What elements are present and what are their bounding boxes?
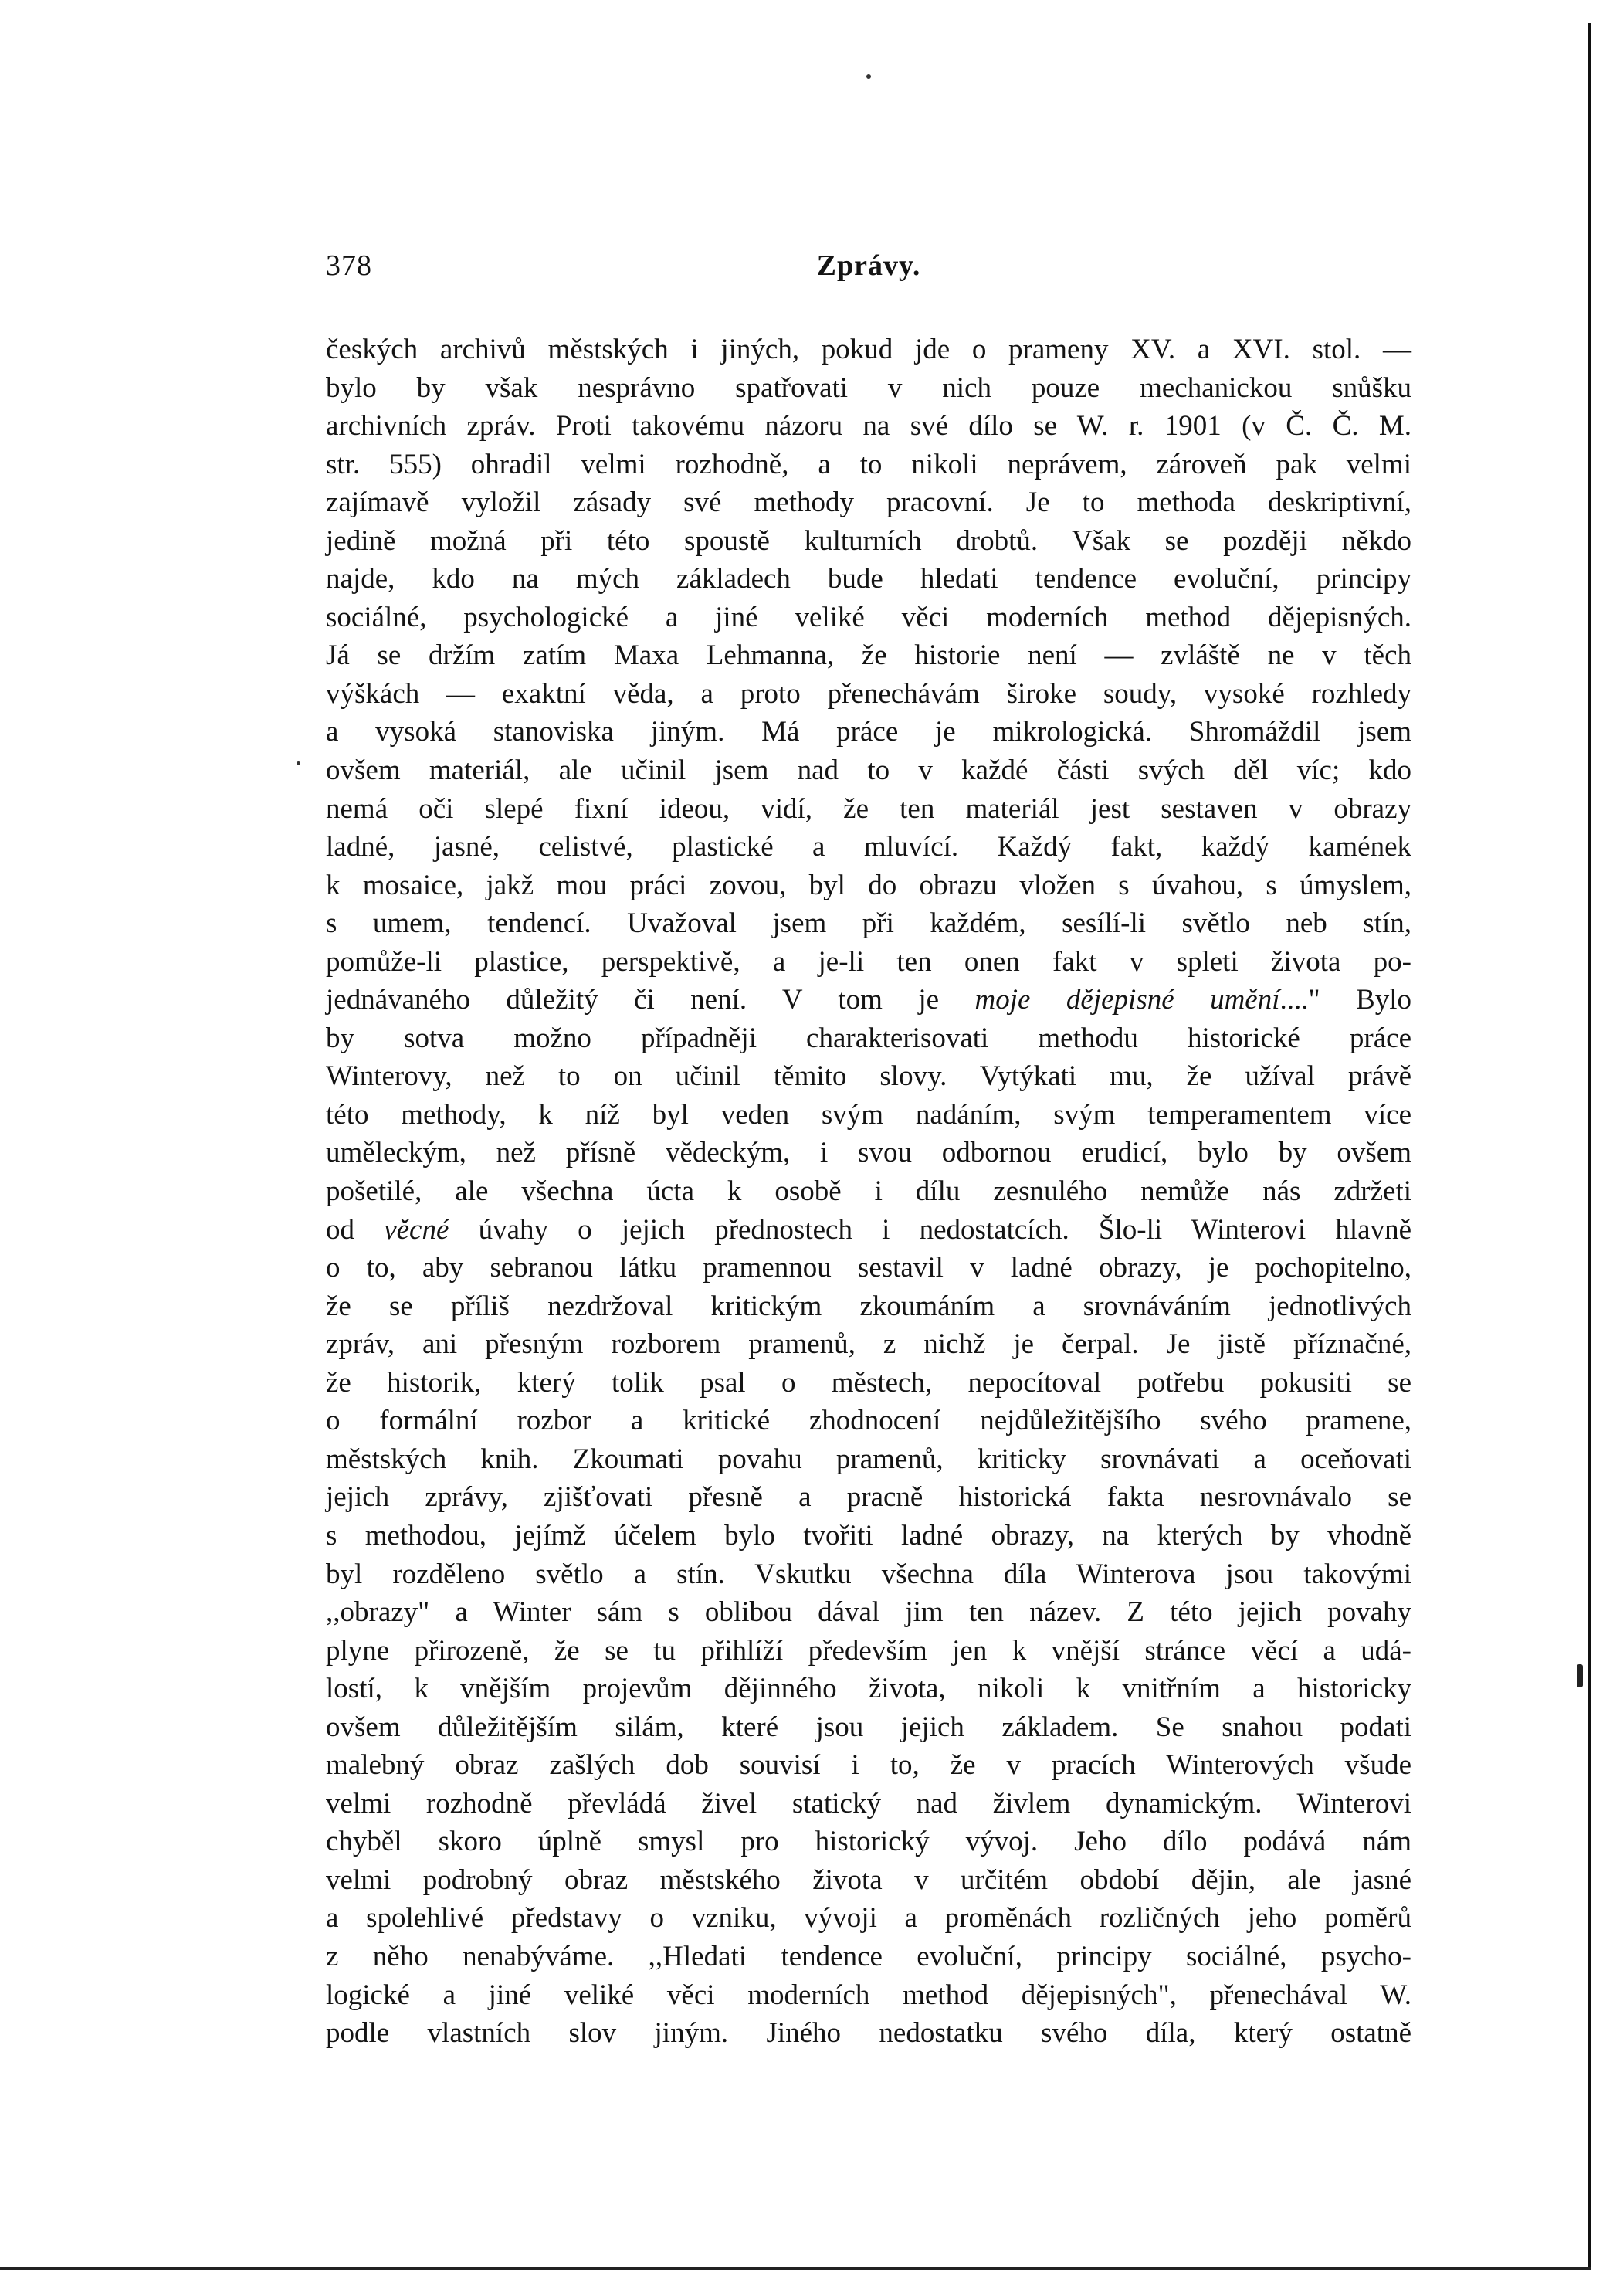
- text-line: pošetilé, ale všechna úcta k osobě i dílu zesnulého nemůže nás zdržeti: [326, 1175, 1411, 1208]
- text-line: zajímavě vyložil zásady své methody pracovní. Je to methoda deskriptivní,: [326, 487, 1411, 519]
- text-line: nemá oči slepé fixní ideou, vidí, že ten materiál jest sestaven v obrazy: [326, 792, 1411, 825]
- text-line: uměleckým, než přísně vědeckým, i svou odbornou erudicí, bylo by ovšem: [326, 1137, 1411, 1169]
- text-line: této methody, k níž byl veden svým nadáním, svým temperamentem více: [326, 1098, 1411, 1131]
- text-line: městských knih. Zkoumati povahu pramenů, kriticky srovnávati a oceňovati: [326, 1443, 1411, 1475]
- text-line: ovšem materiál, ale učinil jsem nad to v každé části svých děl víc; kdo: [326, 755, 1411, 787]
- text-line: a spolehlivé představy o vzniku, vývoji a proměnách rozličných jeho poměrů: [326, 1902, 1411, 1935]
- scan-speck: [297, 761, 300, 765]
- text-line: byl rozděleno světlo a stín. Vskutku všechna díla Winterova jsou takovými: [326, 1558, 1411, 1590]
- text-line: Winterovy, než to on učinil těmito slovy. Vytýkati mu, že užíval právě: [326, 1060, 1411, 1093]
- text-line: velmi rozhodně převládá živel statický nad živlem dynamickým. Winterovi: [326, 1787, 1411, 1820]
- text-line: že historik, který tolik psal o městech, nepocítoval potřebu pokusiti se: [326, 1366, 1411, 1399]
- text-line: z něho nenabýváme. ,,Hledati tendence evoluční, principy sociálné, psycho-: [326, 1940, 1411, 1972]
- text-line: jedině možná při této spoustě kulturních drobtů. Však se později někdo: [326, 524, 1411, 557]
- text-run: od: [326, 1213, 385, 1246]
- page-header: [326, 249, 1411, 292]
- page-edge-bottom: [0, 2267, 1591, 2270]
- text-line: najde, kdo na mých základech bude hledati tendence evoluční, principy: [326, 563, 1411, 595]
- text-run: úvahy o jejich přednostech i nedostatcích. Šlo-li Winterovi hlavně: [449, 1213, 1412, 1246]
- text-line: podle vlastních slov jiným. Jiného nedostatku svého díla, který ostatně: [326, 2017, 1411, 2050]
- body-text: [326, 331, 1411, 2053]
- text-line: pomůže-li plastice, perspektivě, a je-li ten onen fakt v spleti života po-: [326, 945, 1411, 978]
- text-run: ...." Bylo: [1279, 984, 1412, 1016]
- text-line: by sotva možno případněji charakterisovati methodu historické práce: [326, 1022, 1411, 1054]
- text-line: sociálné, psychologické a jiné veliké věci moderních method dějepisných.: [326, 601, 1411, 633]
- text-line: zpráv, ani přesným rozborem pramenů, z nichž je čerpal. Je jistě příznačné,: [326, 1328, 1411, 1361]
- page-number: 378: [326, 249, 372, 282]
- page-edge-right: [1588, 23, 1591, 2269]
- text-line: a vysoká stanoviska jiným. Má práce je mikrologická. Shromáždil jsem: [326, 716, 1411, 748]
- page-edge-mark: [1577, 1664, 1583, 1687]
- running-title: Zprávy.: [816, 249, 921, 282]
- text-line: jejich zprávy, zjišťovati přesně a pracně historická fakta nesrovnávalo se: [326, 1481, 1411, 1514]
- emphasis-text: moje dějepisné umění: [974, 984, 1280, 1016]
- text-line: výškách — exaktní věda, a proto přenechávám široke soudy, vysoké rozhledy: [326, 677, 1411, 710]
- text-line: s methodou, jejímž účelem bylo tvořiti ladné obrazy, na kterých by vhodně: [326, 1519, 1411, 1552]
- text-line: ladné, jasné, celistvé, plastické a mluvící. Každý fakt, každý kamének: [326, 831, 1411, 863]
- text-line: Já se držím zatím Maxa Lehmanna, že historie není — zvláště ne v těch: [326, 639, 1411, 672]
- text-line: lostí, k vnějším projevům dějinného života, nikoli k vnitřním a historicky: [326, 1673, 1411, 1705]
- text-line: že se příliš nezdržoval kritickým zkoumáním a srovnáváním jednotlivých: [326, 1290, 1411, 1322]
- text-line: velmi podrobný obraz městského života v určitém období dějin, ale jasné: [326, 1864, 1411, 1896]
- text-line: ovšem důležitějším silám, které jsou jejich základem. Se snahou podati: [326, 1711, 1411, 1743]
- text-line: malebný obraz zašlých dob souvisí i to, že v pracích Winterových všude: [326, 1749, 1411, 1782]
- text-line: str. 555) ohradil velmi rozhodně, a to nikoli neprávem, zároveň pak velmi: [326, 448, 1411, 480]
- text-line: [326, 1211, 1411, 1250]
- text-line: bylo by však nesprávno spatřovati v nich pouze mechanickou snůšku: [326, 371, 1411, 404]
- text-line: [326, 981, 1411, 1019]
- text-line: ,,obrazy" a Winter sám s oblibou dával jim ten název. Z této jejich povahy: [326, 1596, 1411, 1629]
- text-line: plyne přirozeně, že se tu přihlíží především jen k vnější stránce věcí a udá-: [326, 1634, 1411, 1667]
- text-line: s umem, tendencí. Uvažoval jsem při každém, sesílí-li světlo neb stín,: [326, 907, 1411, 940]
- emphasis-text: věcné: [384, 1213, 449, 1246]
- text-line: o to, aby sebranou látku pramennou sestavil v ladné obrazy, je pochopitelno,: [326, 1252, 1411, 1284]
- text-run: jednávaného důležitý či není. V tom je: [326, 984, 975, 1016]
- scan-speck: [866, 74, 871, 79]
- text-line: o formální rozbor a kritické zhodnocení nejdůležitějšího svého pramene,: [326, 1405, 1411, 1437]
- text-line: k mosaice, jakž mou práci zovou, byl do obrazu vložen s úvahou, s úmyslem,: [326, 869, 1411, 901]
- text-line: logické a jiné veliké věci moderních method dějepisných", přenechával W.: [326, 1979, 1411, 2011]
- text-line: českých archivů městských i jiných, pokud jde o prameny XV. a XVI. stol. —: [326, 334, 1411, 365]
- text-line: chyběl skoro úplně smysl pro historický vývoj. Jeho dílo podává nám: [326, 1826, 1411, 1858]
- text-line: archivních zpráv. Proti takovému názoru na své dílo se W. r. 1901 (v Č. Č. M.: [326, 410, 1411, 443]
